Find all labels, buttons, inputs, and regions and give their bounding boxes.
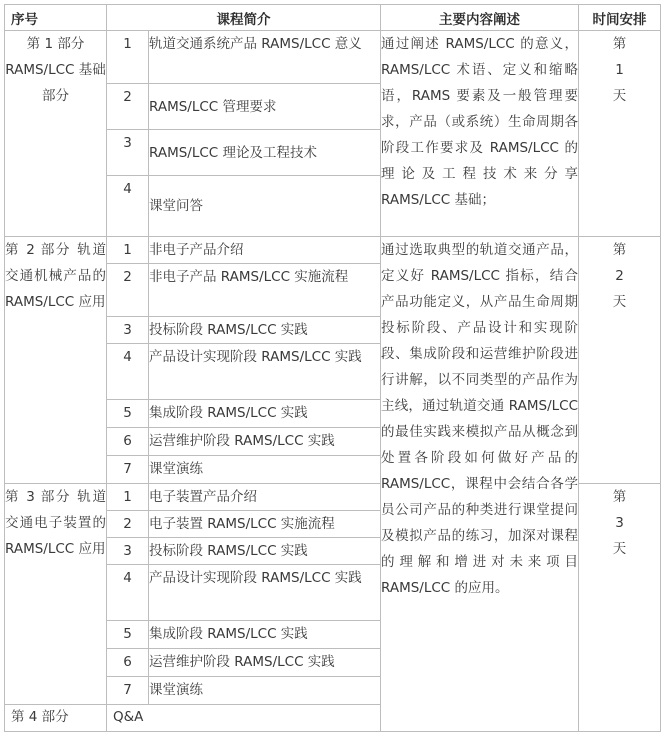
item-topic: RAMS/LCC 理论及工程技术 [149,130,381,176]
table-row [5,705,661,732]
item-number: 3 [107,317,149,344]
header-schedule: 时间安排 [579,5,661,31]
item-number: 2 [107,84,149,130]
item-number: 3 [107,130,149,176]
item-number: 6 [107,649,149,677]
item-number: 2 [107,511,149,538]
course-schedule-table [4,4,661,732]
part-4-topic: Q&A [107,705,579,732]
item-topic: 集成阶段 RAMS/LCC 实践 [149,621,381,649]
header-row [5,5,661,31]
item-number: 1 [107,484,149,511]
item-number: 5 [107,621,149,649]
shared-content: 通过选取典型的轨道交通产品，定义好 RAMS/LCC 指标，结合产品功能定义，从产品生命周期投标阶段、产品设计和实现阶段、集成阶段和运营维护阶段进行讲解，以不同类型的产品作为主线，通过轨道交通 RAMS/LCC 的最佳实践来模拟产品从概念到处置各阶段如何做好产品的 RAMS/LCC，课程中会结合各学员公司产品的种类进行课堂提问及模拟产品的练习，加深对课程的理解和增进对未来项目 RAMS/LCC 的应用。 [381,237,579,732]
part-3-day: 第 3 天 [579,484,661,732]
item-number: 1 [107,237,149,264]
part-2-name: 第 2 部分 轨道交通机械产品的 RAMS/LCC 应用 [5,237,107,484]
part-1-name: 第 1 部分 RAMS/LCC 基础部分 [5,31,107,237]
item-topic: 投标阶段 RAMS/LCC 实践 [149,538,381,565]
item-topic: 电子装置产品介绍 [149,484,381,511]
item-number: 5 [107,400,149,428]
item-topic: 非电子产品介绍 [149,237,381,264]
item-number: 1 [107,31,149,84]
item-topic: 课堂演练 [149,677,381,705]
header-content: 主要内容阐述 [381,5,579,31]
item-topic: 电子装置 RAMS/LCC 实施流程 [149,511,381,538]
item-topic: 集成阶段 RAMS/LCC 实践 [149,400,381,428]
item-number: 4 [107,565,149,621]
item-topic: 运营维护阶段 RAMS/LCC 实践 [149,428,381,456]
part-3-name: 第 3 部分 轨道交通电子装置的 RAMS/LCC 应用 [5,484,107,705]
part-1-day: 第 1 天 [579,31,661,237]
item-topic: 投标阶段 RAMS/LCC 实践 [149,317,381,344]
item-topic: 产品设计实现阶段 RAMS/LCC 实践 [149,344,381,400]
item-number: 7 [107,456,149,484]
item-number: 2 [107,264,149,317]
part-4-name: 第 4 部分 [5,705,107,732]
item-topic: RAMS/LCC 管理要求 [149,84,381,130]
item-topic: 产品设计实现阶段 RAMS/LCC 实践 [149,565,381,621]
item-number: 7 [107,677,149,705]
table-row [5,31,661,84]
item-number: 4 [107,344,149,400]
item-topic: 轨道交通系统产品 RAMS/LCC 意义 [149,31,381,84]
table-row [5,237,661,264]
item-number: 6 [107,428,149,456]
header-intro: 课程简介 [107,5,381,31]
item-topic: 运营维护阶段 RAMS/LCC 实践 [149,649,381,677]
item-number: 3 [107,538,149,565]
item-topic: 非电子产品 RAMS/LCC 实施流程 [149,264,381,317]
item-number: 4 [107,176,149,237]
header-seq: 序号 [5,5,107,31]
part-1-content: 通过阐述 RAMS/LCC 的意义，RAMS/LCC 术语、定义和缩略语，RAMS 要素及一般管理要求，产品（或系统）生命周期各阶段工作要求及 RAMS/LCC 的理论及工程技术来分享 RAMS/LCC 基础； [381,31,579,237]
item-topic: 课堂问答 [149,176,381,237]
part-2-day: 第 2 天 [579,237,661,484]
item-topic: 课堂演练 [149,456,381,484]
